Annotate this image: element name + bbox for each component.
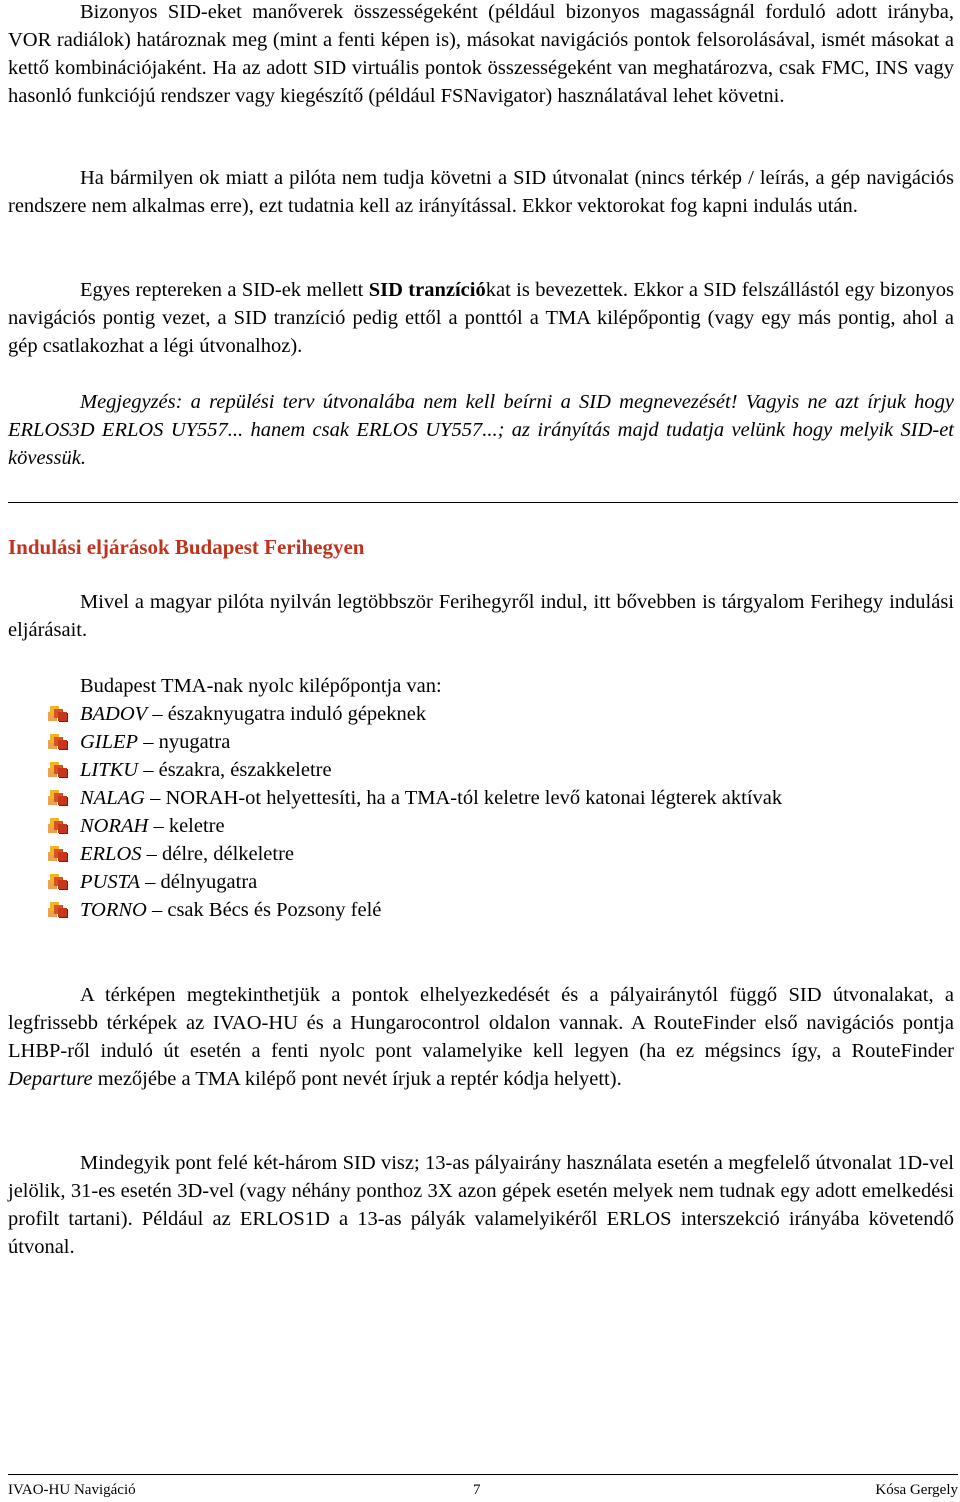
paragraph-ferihegy-intro: Mivel a magyar pilóta nyilván legtöbbször Ferihegyről indul, itt bővebben is tárgyalom Ferihegy indulási eljárásait.	[8, 591, 954, 641]
list-item	[8, 756, 782, 784]
paragraph-routefinder	[8, 981, 954, 1093]
exit-name: NALAG	[80, 787, 145, 809]
list-item	[8, 812, 782, 840]
exit-description: – nyugatra	[138, 731, 231, 753]
exit-name: TORNO	[80, 899, 147, 921]
layered-squares-bullet-icon	[48, 846, 70, 862]
exit-name: LITKU	[80, 759, 139, 781]
list-item	[8, 840, 782, 868]
exit-list-intro: Budapest TMA-nak nyolc kilépőpontja van:	[80, 675, 442, 697]
layered-squares-bullet-icon	[48, 818, 70, 834]
list-item	[8, 784, 782, 812]
p6-text-after: mezőjébe a TMA kilépő pont nevét írjuk a reptér kódja helyett).	[92, 1068, 622, 1090]
note-paragraph: Megjegyzés: a repülési terv útvonalába nem kell beírni a SID megnevezését! Vagyis ne azt írjuk hogy ERLOS3D ERLOS UY557... hanem csak ERLOS UY557...; az irányítás majd tudatja velünk hogy melyik SID-et kövessük.	[8, 391, 954, 469]
exit-description: – északra, északkeletre	[138, 759, 332, 781]
exit-description: – NORAH-ot helyettesíti, ha a TMA-tól keletre levő katonai légterek aktívak	[144, 787, 783, 809]
list-item	[8, 868, 782, 896]
exit-point-list	[8, 700, 782, 924]
p6-text-before: A térképen megtekinthetjük a pontok elhelyezkedését és a pályairánytól függő SID útvonalakat, a legfrissebb térképek az IVAO-HU és a Hungarocontrol oldalon vannak. A RouteFinder első navigációs pontja LHBP-ről induló út esetén a fenti nyolc pont valamelyike kell legyen (ha ez mégsincs így, a RouteFinder	[8, 984, 954, 1062]
layered-squares-bullet-icon	[48, 734, 70, 750]
list-item	[8, 700, 782, 728]
exit-description: – délre, délkeletre	[141, 843, 295, 865]
list-item	[8, 728, 782, 756]
layered-squares-bullet-icon	[48, 790, 70, 806]
section-title: Indulási eljárások Budapest Ferihegyen	[8, 535, 365, 559]
layered-squares-bullet-icon	[48, 706, 70, 722]
footer-document-title: IVAO-HU Navigáció	[8, 1482, 136, 1498]
layered-squares-bullet-icon	[48, 902, 70, 918]
footer-author: Kósa Gergely	[875, 1482, 958, 1498]
footer-divider	[8, 1474, 958, 1475]
section-divider	[8, 502, 958, 503]
exit-name: ERLOS	[80, 843, 142, 865]
list-item	[8, 896, 782, 924]
p3-text-after: kat is bevezettek. Ekkor a SID felszállástól egy bizonyos navigációs pontig vezet, a SID tranzíció pedig ettől a ponttól a TMA kilépőpontig (vagy egy más pontig, ahol a gép csatlakozhat a légi útvonalhoz).	[8, 279, 954, 357]
p3-text-before: Egyes reptereken a SID-ek mellett	[80, 279, 369, 301]
paragraph-sid-transitions	[8, 276, 954, 360]
exit-name: NORAH	[80, 815, 149, 837]
paragraph-sid-runway-codes: Mindegyik pont felé két-három SID visz; 13-as pályairány használata esetén a megfelelő útvonalat 1D-vel jelölik, 31-es esetén 3D-vel (vagy néhány ponthoz 3X azon gépek esetén melyek nem tudnak egy adott emelkedési profilt tartani). Például az ERLOS1D a 13-as pályák valamelyikéről ERLOS interszekció irányába követendő útvonal.	[8, 1152, 954, 1258]
exit-description: – csak Bécs és Pozsony felé	[146, 899, 382, 921]
exit-name: GILEP	[80, 731, 139, 753]
paragraph-sid-definitions: Bizonyos SID-eket manőverek összességeként (például bizonyos magasságnál forduló adott irányba, VOR radiálok) határoznak meg (mint a fenti képen is), másokat navigációs pontok felsorolásával, ismét másokat a kettő kombinációjaként. Ha az adott SID virtuális pontok összességeként van meghatározva, csak FMC, INS vagy hasonló funkciójú rendszer vagy kiegészítő (például FSNavigator) használatával lehet követni.	[8, 1, 954, 107]
departure-field-term: Departure	[8, 1068, 93, 1090]
exit-description: – délnyugatra	[139, 871, 258, 893]
layered-squares-bullet-icon	[48, 874, 70, 890]
exit-description: – keletre	[148, 815, 225, 837]
exit-name: BADOV	[80, 703, 148, 725]
sid-transition-term: SID tranzíció	[368, 279, 486, 301]
paragraph-sid-vectors: Ha bármilyen ok miatt a pilóta nem tudja követni a SID útvonalat (nincs térkép / leírás, a gép navigációs rendszere nem alkalmas erre), ezt tudatnia kell az irányítással. Ekkor vektorokat fog kapni indulás után.	[8, 167, 954, 217]
layered-squares-bullet-icon	[48, 762, 70, 778]
exit-description: – északnyugatra induló gépeknek	[147, 703, 427, 725]
exit-name: PUSTA	[80, 871, 140, 893]
page-number: 7	[473, 1482, 481, 1498]
